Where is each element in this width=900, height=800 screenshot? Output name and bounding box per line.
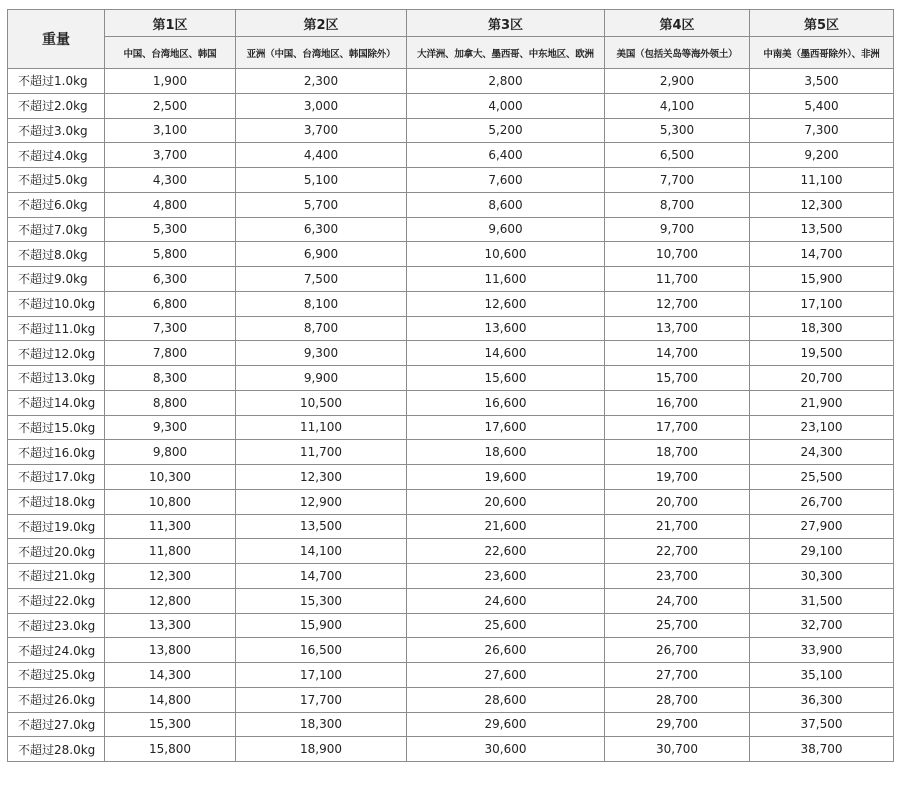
zone-4-price-cell: 23,700 — [605, 564, 750, 589]
zone-5-price-cell: 21,900 — [750, 390, 894, 415]
table-row — [8, 366, 894, 391]
zone-1-price-cell: 6,300 — [105, 267, 236, 292]
zone-4-price-cell: 25,700 — [605, 613, 750, 638]
zone-4-price-cell: 11,700 — [605, 267, 750, 292]
table-row — [8, 687, 894, 712]
table-row — [8, 291, 894, 316]
zone-4-price-cell: 5,300 — [605, 118, 750, 143]
zone-5-price-cell: 12,300 — [750, 192, 894, 217]
zone-1-price-cell: 13,800 — [105, 638, 236, 663]
zone-4-price-cell: 30,700 — [605, 737, 750, 762]
table-body — [8, 69, 894, 762]
zone-2-price-cell: 6,900 — [236, 242, 407, 267]
zone-3-price-cell: 24,600 — [407, 588, 605, 613]
zone-1-price-cell: 3,700 — [105, 143, 236, 168]
zone-3-regions: 大洋洲、加拿大、墨西哥、中东地区、欧洲 — [407, 37, 605, 69]
zone-4-price-cell: 21,700 — [605, 514, 750, 539]
zone-5-price-cell: 26,700 — [750, 489, 894, 514]
zone-1-price-cell: 9,800 — [105, 440, 236, 465]
zone-4-price-cell: 28,700 — [605, 687, 750, 712]
zone-3-price-cell: 4,000 — [407, 93, 605, 118]
zone-1-price-cell: 11,800 — [105, 539, 236, 564]
zone-4-price-cell: 29,700 — [605, 712, 750, 737]
weight-cell: 不超过19.0kg — [8, 514, 105, 539]
zone-1-price-cell: 9,300 — [105, 415, 236, 440]
zone-3-price-cell: 25,600 — [407, 613, 605, 638]
zone-1-price-cell: 5,300 — [105, 217, 236, 242]
zone-4-header: 第4区 — [605, 10, 750, 37]
table-row — [8, 168, 894, 193]
zone-3-price-cell: 12,600 — [407, 291, 605, 316]
zone-5-price-cell: 25,500 — [750, 465, 894, 490]
weight-cell: 不超过21.0kg — [8, 564, 105, 589]
zone-3-price-cell: 14,600 — [407, 341, 605, 366]
zone-5-price-cell: 37,500 — [750, 712, 894, 737]
zone-4-price-cell: 13,700 — [605, 316, 750, 341]
zone-2-price-cell: 15,900 — [236, 613, 407, 638]
weight-cell: 不超过6.0kg — [8, 192, 105, 217]
weight-cell: 不超过9.0kg — [8, 267, 105, 292]
weight-cell: 不超过20.0kg — [8, 539, 105, 564]
zone-5-price-cell: 11,100 — [750, 168, 894, 193]
zone-2-header: 第2区 — [236, 10, 407, 37]
zone-2-regions: 亚洲（中国、台湾地区、韩国除外） — [236, 37, 407, 69]
zone-2-price-cell: 15,300 — [236, 588, 407, 613]
zone-5-price-cell: 24,300 — [750, 440, 894, 465]
zone-3-header: 第3区 — [407, 10, 605, 37]
zone-4-price-cell: 2,900 — [605, 69, 750, 94]
table-row — [8, 415, 894, 440]
weight-cell: 不超过15.0kg — [8, 415, 105, 440]
zone-5-price-cell: 35,100 — [750, 663, 894, 688]
table-row — [8, 217, 894, 242]
weight-cell: 不超过25.0kg — [8, 663, 105, 688]
zone-4-price-cell: 6,500 — [605, 143, 750, 168]
weight-cell: 不超过10.0kg — [8, 291, 105, 316]
weight-cell: 不超过2.0kg — [8, 93, 105, 118]
zone-5-price-cell: 38,700 — [750, 737, 894, 762]
weight-cell: 不超过22.0kg — [8, 588, 105, 613]
zone-2-price-cell: 13,500 — [236, 514, 407, 539]
zone-1-price-cell: 7,800 — [105, 341, 236, 366]
zone-4-price-cell: 17,700 — [605, 415, 750, 440]
zone-3-price-cell: 22,600 — [407, 539, 605, 564]
zone-5-price-cell: 9,200 — [750, 143, 894, 168]
zone-5-price-cell: 19,500 — [750, 341, 894, 366]
table-row — [8, 588, 894, 613]
weight-cell: 不超过17.0kg — [8, 465, 105, 490]
zone-2-price-cell: 2,300 — [236, 69, 407, 94]
table-row — [8, 564, 894, 589]
zone-1-price-cell: 12,300 — [105, 564, 236, 589]
table-row — [8, 341, 894, 366]
table-row — [8, 267, 894, 292]
zone-2-price-cell: 9,300 — [236, 341, 407, 366]
zone-3-price-cell: 9,600 — [407, 217, 605, 242]
zone-1-header: 第1区 — [105, 10, 236, 37]
zone-name-row — [8, 10, 894, 37]
zone-1-regions: 中国、台湾地区、韩国 — [105, 37, 236, 69]
weight-cell: 不超过28.0kg — [8, 737, 105, 762]
zone-5-price-cell: 30,300 — [750, 564, 894, 589]
zone-region-row — [8, 37, 894, 69]
table-row — [8, 663, 894, 688]
zone-3-price-cell: 26,600 — [407, 638, 605, 663]
zone-5-price-cell: 31,500 — [750, 588, 894, 613]
zone-3-price-cell: 15,600 — [407, 366, 605, 391]
zone-5-price-cell: 29,100 — [750, 539, 894, 564]
zone-3-price-cell: 7,600 — [407, 168, 605, 193]
zone-2-price-cell: 12,300 — [236, 465, 407, 490]
zone-5-price-cell: 17,100 — [750, 291, 894, 316]
rate-table-container — [7, 9, 893, 762]
weight-cell: 不超过24.0kg — [8, 638, 105, 663]
zone-1-price-cell: 10,300 — [105, 465, 236, 490]
zone-3-price-cell: 29,600 — [407, 712, 605, 737]
zone-5-regions: 中南美（墨西哥除外）、非洲 — [750, 37, 894, 69]
zone-1-price-cell: 6,800 — [105, 291, 236, 316]
zone-2-price-cell: 8,100 — [236, 291, 407, 316]
zone-4-price-cell: 24,700 — [605, 588, 750, 613]
weight-cell: 不超过7.0kg — [8, 217, 105, 242]
zone-2-price-cell: 5,100 — [236, 168, 407, 193]
zone-2-price-cell: 3,700 — [236, 118, 407, 143]
zone-4-price-cell: 7,700 — [605, 168, 750, 193]
zone-1-price-cell: 14,800 — [105, 687, 236, 712]
zone-1-price-cell: 11,300 — [105, 514, 236, 539]
table-row — [8, 737, 894, 762]
zone-2-price-cell: 14,700 — [236, 564, 407, 589]
zone-3-price-cell: 21,600 — [407, 514, 605, 539]
table-row — [8, 465, 894, 490]
zone-4-price-cell: 4,100 — [605, 93, 750, 118]
zone-4-price-cell: 14,700 — [605, 341, 750, 366]
zone-3-price-cell: 27,600 — [407, 663, 605, 688]
zone-1-price-cell: 7,300 — [105, 316, 236, 341]
table-row — [8, 242, 894, 267]
zone-3-price-cell: 28,600 — [407, 687, 605, 712]
zone-4-price-cell: 26,700 — [605, 638, 750, 663]
table-row — [8, 489, 894, 514]
table-row — [8, 118, 894, 143]
table-row — [8, 69, 894, 94]
weight-cell: 不超过12.0kg — [8, 341, 105, 366]
zone-4-price-cell: 9,700 — [605, 217, 750, 242]
table-row — [8, 440, 894, 465]
zone-5-price-cell: 23,100 — [750, 415, 894, 440]
weight-cell: 不超过27.0kg — [8, 712, 105, 737]
weight-column-header: 重量 — [8, 10, 105, 69]
zone-3-price-cell: 20,600 — [407, 489, 605, 514]
table-row — [8, 514, 894, 539]
zone-2-price-cell: 4,400 — [236, 143, 407, 168]
zone-4-price-cell: 8,700 — [605, 192, 750, 217]
zone-3-price-cell: 10,600 — [407, 242, 605, 267]
zone-1-price-cell: 4,300 — [105, 168, 236, 193]
zone-3-price-cell: 18,600 — [407, 440, 605, 465]
zone-3-price-cell: 8,600 — [407, 192, 605, 217]
zone-2-price-cell: 11,100 — [236, 415, 407, 440]
weight-cell: 不超过14.0kg — [8, 390, 105, 415]
table-row — [8, 712, 894, 737]
zone-1-price-cell: 8,800 — [105, 390, 236, 415]
zone-4-price-cell: 22,700 — [605, 539, 750, 564]
zone-3-price-cell: 23,600 — [407, 564, 605, 589]
zone-1-price-cell: 1,900 — [105, 69, 236, 94]
zone-3-price-cell: 16,600 — [407, 390, 605, 415]
weight-cell: 不超过16.0kg — [8, 440, 105, 465]
zone-3-price-cell: 13,600 — [407, 316, 605, 341]
table-row — [8, 613, 894, 638]
zone-3-price-cell: 17,600 — [407, 415, 605, 440]
table-row — [8, 192, 894, 217]
zone-5-price-cell: 33,900 — [750, 638, 894, 663]
zone-1-price-cell: 15,800 — [105, 737, 236, 762]
zone-5-price-cell: 36,300 — [750, 687, 894, 712]
zone-3-price-cell: 6,400 — [407, 143, 605, 168]
zone-1-price-cell: 10,800 — [105, 489, 236, 514]
zone-4-price-cell: 15,700 — [605, 366, 750, 391]
weight-cell: 不超过4.0kg — [8, 143, 105, 168]
zone-2-price-cell: 5,700 — [236, 192, 407, 217]
zone-5-price-cell: 15,900 — [750, 267, 894, 292]
zone-2-price-cell: 8,700 — [236, 316, 407, 341]
zone-4-price-cell: 20,700 — [605, 489, 750, 514]
zone-5-price-cell: 14,700 — [750, 242, 894, 267]
zone-2-price-cell: 11,700 — [236, 440, 407, 465]
weight-cell: 不超过13.0kg — [8, 366, 105, 391]
zone-2-price-cell: 12,900 — [236, 489, 407, 514]
table-row — [8, 93, 894, 118]
table-row — [8, 316, 894, 341]
zone-5-price-cell: 13,500 — [750, 217, 894, 242]
table-row — [8, 638, 894, 663]
zone-5-price-cell: 32,700 — [750, 613, 894, 638]
zone-4-price-cell: 19,700 — [605, 465, 750, 490]
zone-2-price-cell: 17,700 — [236, 687, 407, 712]
zone-4-price-cell: 10,700 — [605, 242, 750, 267]
table-row — [8, 390, 894, 415]
table-row — [8, 539, 894, 564]
zone-2-price-cell: 17,100 — [236, 663, 407, 688]
shipping-rate-table — [7, 9, 894, 762]
zone-1-price-cell: 5,800 — [105, 242, 236, 267]
weight-cell: 不超过26.0kg — [8, 687, 105, 712]
zone-1-price-cell: 3,100 — [105, 118, 236, 143]
zone-1-price-cell: 2,500 — [105, 93, 236, 118]
zone-1-price-cell: 4,800 — [105, 192, 236, 217]
zone-2-price-cell: 14,100 — [236, 539, 407, 564]
zone-1-price-cell: 14,300 — [105, 663, 236, 688]
zone-5-price-cell: 3,500 — [750, 69, 894, 94]
zone-2-price-cell: 9,900 — [236, 366, 407, 391]
zone-5-price-cell: 27,900 — [750, 514, 894, 539]
zone-3-price-cell: 5,200 — [407, 118, 605, 143]
zone-4-price-cell: 16,700 — [605, 390, 750, 415]
zone-4-price-cell: 12,700 — [605, 291, 750, 316]
zone-2-price-cell: 6,300 — [236, 217, 407, 242]
zone-5-price-cell: 7,300 — [750, 118, 894, 143]
zone-2-price-cell: 18,300 — [236, 712, 407, 737]
table-header — [8, 10, 894, 69]
zone-1-price-cell: 15,300 — [105, 712, 236, 737]
zone-2-price-cell: 7,500 — [236, 267, 407, 292]
zone-1-price-cell: 12,800 — [105, 588, 236, 613]
zone-4-price-cell: 27,700 — [605, 663, 750, 688]
weight-cell: 不超过3.0kg — [8, 118, 105, 143]
zone-5-header: 第5区 — [750, 10, 894, 37]
weight-cell: 不超过11.0kg — [8, 316, 105, 341]
zone-1-price-cell: 13,300 — [105, 613, 236, 638]
table-row — [8, 143, 894, 168]
weight-cell: 不超过5.0kg — [8, 168, 105, 193]
zone-5-price-cell: 18,300 — [750, 316, 894, 341]
zone-5-price-cell: 20,700 — [750, 366, 894, 391]
zone-2-price-cell: 10,500 — [236, 390, 407, 415]
zone-2-price-cell: 3,000 — [236, 93, 407, 118]
zone-3-price-cell: 2,800 — [407, 69, 605, 94]
zone-3-price-cell: 30,600 — [407, 737, 605, 762]
weight-cell: 不超过23.0kg — [8, 613, 105, 638]
zone-3-price-cell: 19,600 — [407, 465, 605, 490]
zone-2-price-cell: 16,500 — [236, 638, 407, 663]
zone-1-price-cell: 8,300 — [105, 366, 236, 391]
zone-5-price-cell: 5,400 — [750, 93, 894, 118]
zone-2-price-cell: 18,900 — [236, 737, 407, 762]
zone-4-price-cell: 18,700 — [605, 440, 750, 465]
zone-3-price-cell: 11,600 — [407, 267, 605, 292]
weight-cell: 不超过8.0kg — [8, 242, 105, 267]
weight-cell: 不超过18.0kg — [8, 489, 105, 514]
weight-cell: 不超过1.0kg — [8, 69, 105, 94]
zone-4-regions: 美国（包括关岛等海外领土） — [605, 37, 750, 69]
